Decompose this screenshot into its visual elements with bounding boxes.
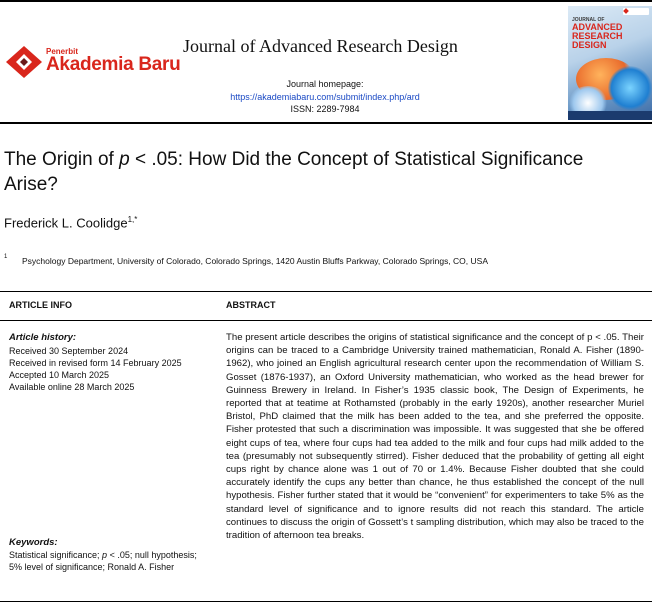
- logo-name-text: Akademia Baru: [46, 54, 181, 75]
- author-name: Frederick L. Coolidge$^{1,*}$: [4, 215, 138, 231]
- journal-title: Journal of Advanced Research Design: [183, 36, 458, 56]
- cover-small-title: JOURNAL OF: [572, 17, 605, 23]
- issn: ISSN: 2289-7984: [290, 104, 360, 114]
- history-received: Received 30 September 2024: [9, 346, 129, 356]
- bottom-rule: [0, 601, 652, 602]
- article-history-label: Article history:: [9, 332, 77, 343]
- journal-cover-image: [568, 6, 652, 120]
- logo-publisher-text: Penerbit: [46, 47, 79, 56]
- article-info-heading: ARTICLE INFO: [9, 300, 72, 310]
- affiliation: Psychology Department, University of Colorado, Colorado Springs, 1420 Austin Bluffs Parkway, Colorado Springs, CO, USA: [22, 256, 488, 266]
- abstract-heading: ABSTRACT: [226, 300, 276, 310]
- keywords-label: Keywords:: [9, 537, 58, 548]
- cover-big-title: ADVANCED RESEARCH DESIGN: [572, 22, 623, 50]
- abstract-body: The present article describes the origins of statistical significance and the concept of p < .05. Their origins can be traced to a Cambridge University trained mathematician, Ronald A. Fisher (1890-1962), who joined an English agricultural research center upon the recommendation of William S. Gosset (1876-1937), an Oxford University mathematician, who worked as the head brewer for Guinness Brewery in Ireland. In Fisher’s 1935 classic book, The Design of Experiments, he reported that at teatime at Rothamsted (probably in the early 1920s), another researcher Muriel Bristol, PhD claimed that the milk has been added to the tea, and she preferred the opposite. Fisher protested that such a discrimination was impossible. It was suggested that she be offered eight cups of tea, where four cups had tea added to the milk and four cups had milk added to the tea (presumably not subsequently stirred). Fisher deduced that the probability of getting all eight cups right by chance alone was 1 out of 70 or 1.4%. Because Fisher doubted that she could accurately identify the cups any better than chance, he thus established the concept of the null hypothesis. Fisher further stated that it would be “convenient” for experimenters to take 5% as the standard level of significance and to ignore results did not reach this standard. The article continues to discuss the origin of Gossett’s t sampling distribution, which may also be traced to the tradition of afternoon tea breaks.: [226, 332, 644, 542]
- article-title: The Origin of p < .05: How Did the Concept of Statistical Significance Arise?: [4, 149, 584, 195]
- homepage-label: Journal homepage:: [286, 79, 364, 89]
- top-rule: [0, 0, 652, 2]
- history-accepted: Accepted 10 March 2025: [9, 370, 110, 380]
- keywords-list: Statistical significance; p < .05; null hypothesis; 5% level of significance; Ronald A. Fisher: [9, 550, 197, 573]
- homepage-link[interactable]: https://akademiabaru.com/submit/index.php/ard: [230, 92, 420, 102]
- section-rule-mid: [0, 320, 652, 321]
- history-revised: Received in revised form 14 February 2025: [9, 358, 182, 368]
- header-rule: [0, 122, 652, 124]
- affiliation-marker: 1: [4, 254, 8, 260]
- history-online: Available online 28 March 2025: [9, 382, 135, 392]
- section-rule-top: [0, 291, 652, 292]
- author-affiliation-sup: 1,*: [127, 215, 138, 224]
